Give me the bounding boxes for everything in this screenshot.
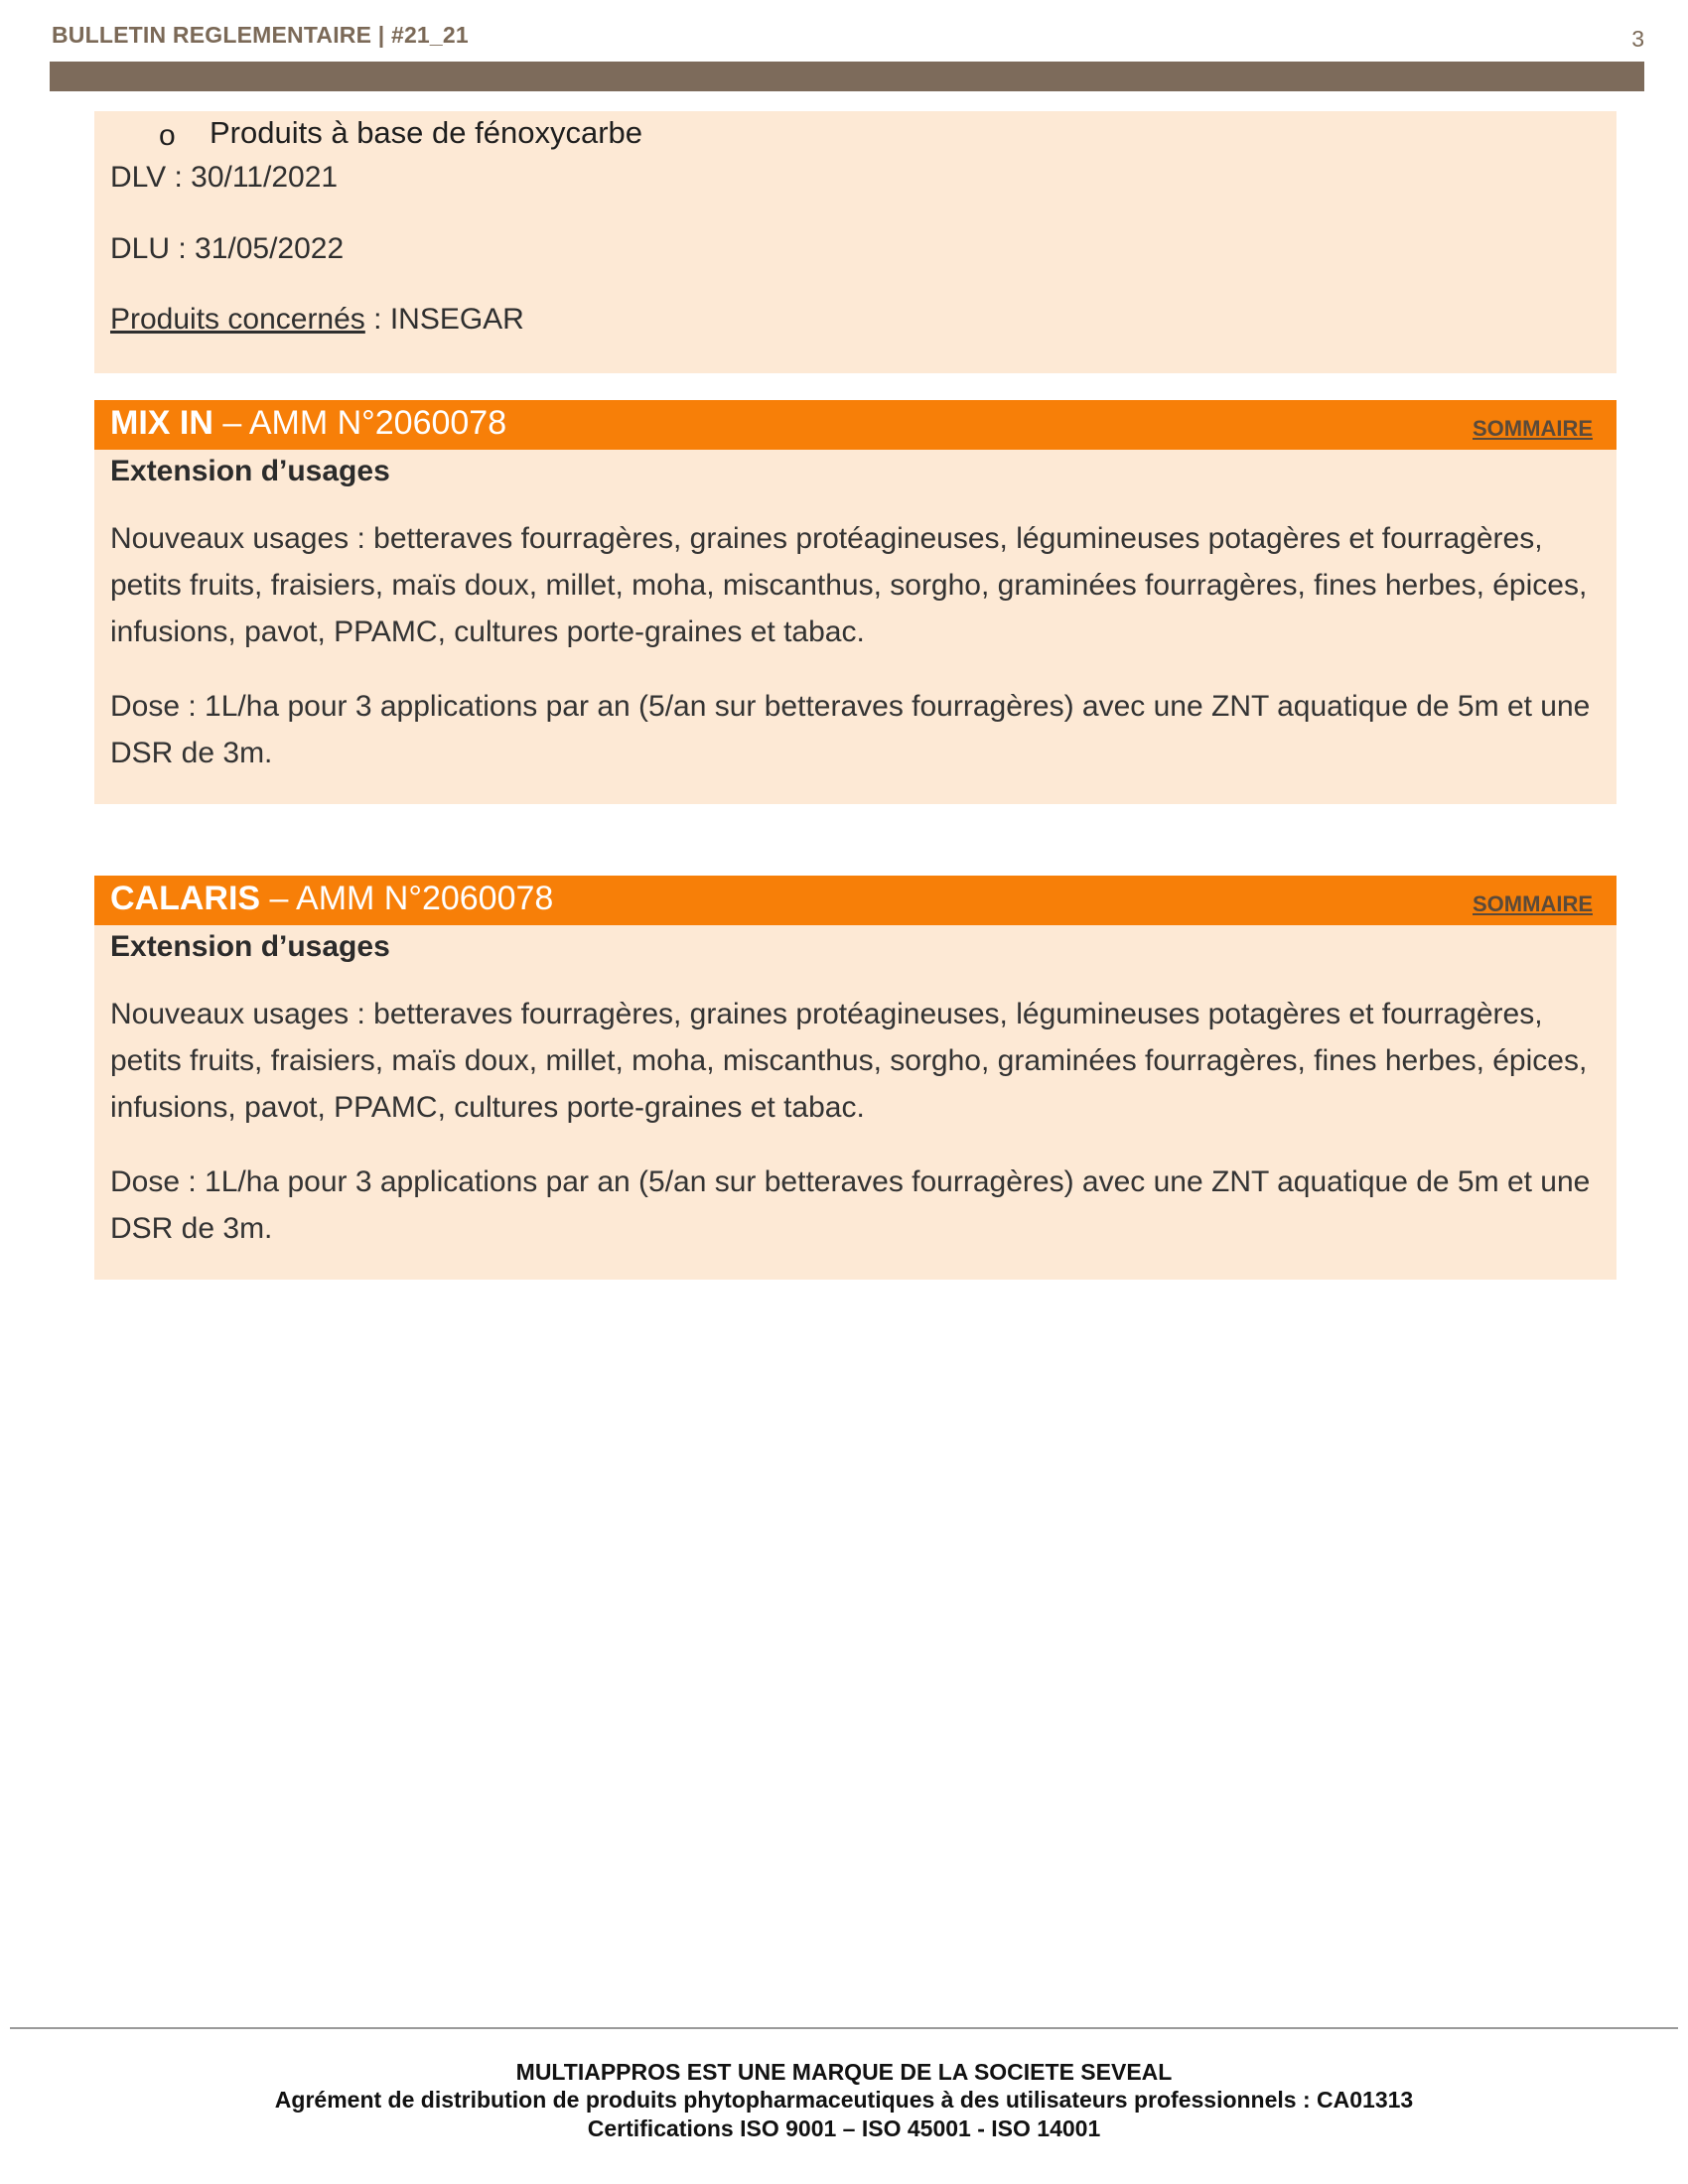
fenoxycarbe-box	[94, 111, 1617, 373]
footer-line-1: MULTIAPPROS EST UNE MARQUE DE LA SOCIETE SEVEAL	[515, 2059, 1173, 2085]
section-body-mix-in	[94, 450, 1617, 804]
amm-number: – AMM N°2060078	[260, 880, 554, 917]
dose-paragraph: Dose : 1L/ha pour 3 applications par an (5/an sur betteraves fourragères) avec une ZNT aquatique de 5m et une DSR de 3m.	[110, 1165, 1591, 1245]
section-header-mix-in	[94, 400, 1617, 450]
bullet-text: Produits à base de fénoxycarbe	[210, 115, 642, 150]
produits-value: : INSEGAR	[364, 303, 524, 336]
produits-label: Produits concernés	[110, 303, 365, 336]
amm-number: – AMM N°2060078	[212, 404, 507, 442]
usages-paragraph: Nouveaux usages : betteraves fourragères, graines protéagineuses, légumineuses potagères et fourragères, petits fruits, fraisiers, maïs doux, millet, moha, miscanthus, sorgho, graminées fourragères, fines herbes, épices, infusions, pavot, PPAMC, cultures porte-graines et tabac.	[110, 998, 1588, 1124]
section-header-calaris	[94, 876, 1617, 925]
header-bar	[50, 62, 1644, 91]
usages-paragraph: Nouveaux usages : betteraves fourragères, graines protéagineuses, légumineuses potagères et fourragères, petits fruits, fraisiers, maïs doux, millet, moha, miscanthus, sorgho, graminées fourragères, fines herbes, épices, infusions, pavot, PPAMC, cultures porte-graines et tabac.	[110, 522, 1588, 648]
footer-line-2: Agrément de distribution de produits phytopharmaceutiques à des utilisateurs professionnels : CA01313	[274, 2087, 1414, 2113]
sommaire-link[interactable]: SOMMAIRE	[1473, 416, 1593, 441]
section-subtitle: Extension d’usages	[110, 930, 390, 963]
dlu-line: DLU : 31/05/2022	[110, 232, 345, 265]
page-number: 3	[1631, 26, 1644, 52]
document-header-title: BULLETIN REGLEMENTAIRE | #21_21	[52, 22, 469, 48]
product-name: CALARIS	[110, 880, 261, 917]
section-title	[110, 404, 506, 443]
bullet-icon: o	[159, 119, 176, 152]
section-body-calaris	[94, 925, 1617, 1280]
sommaire-link[interactable]: SOMMAIRE	[1473, 891, 1593, 916]
dose-paragraph: Dose : 1L/ha pour 3 applications par an (5/an sur betteraves fourragères) avec une ZNT aquatique de 5m et une DSR de 3m.	[110, 690, 1591, 769]
footer-divider	[10, 2027, 1678, 2029]
dlv-line: DLV : 30/11/2021	[110, 161, 339, 194]
produits-line	[110, 303, 524, 337]
footer-line-3: Certifications ISO 9001 – ISO 45001 - ISO 14001	[587, 2116, 1101, 2141]
section-title	[110, 880, 553, 918]
section-subtitle: Extension d’usages	[110, 455, 390, 487]
product-name: MIX IN	[110, 404, 213, 442]
